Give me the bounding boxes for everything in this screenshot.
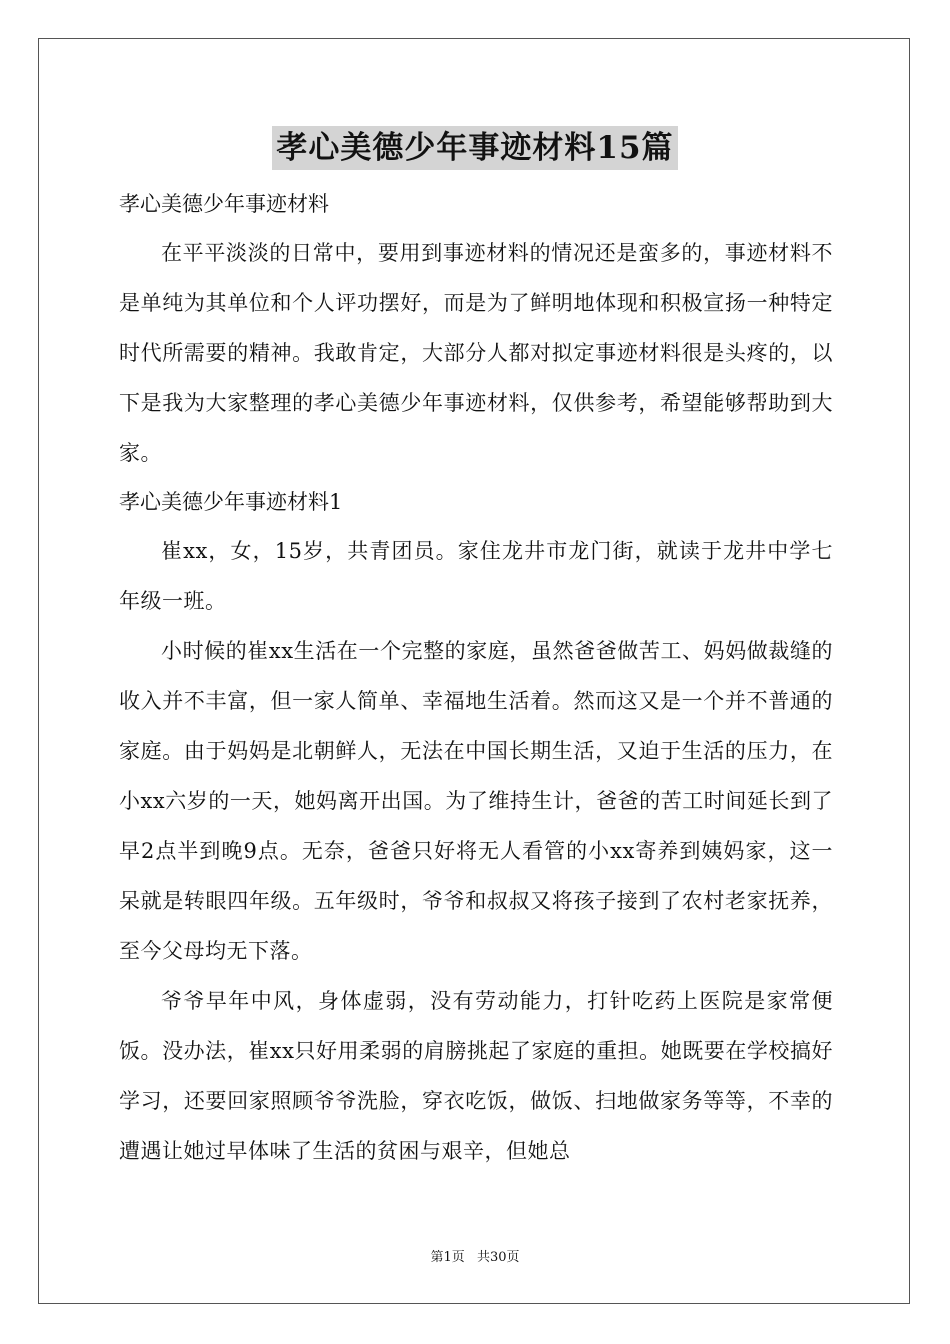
page-footer bbox=[0, 1246, 950, 1265]
page-number: 第1页 bbox=[430, 1250, 465, 1265]
section-heading-1: 孝心美德少年事迹材料1 bbox=[119, 490, 343, 514]
page-total: 共30页 bbox=[476, 1250, 520, 1265]
paragraph: 崔xx，女，15岁，共青团员。家住龙井市龙门街，就读于龙井中学七年级一班。 bbox=[119, 539, 833, 613]
document-body bbox=[119, 180, 833, 1176]
document-title: 孝心美德少年事迹材料15篇 bbox=[272, 126, 677, 170]
paragraph: 爷爷早年中风，身体虚弱，没有劳动能力，打针吃药上医院是家常便饭。没办法，崔xx只好用柔弱的肩膀挑起了家庭的重担。她既要在学校搞好学习，还要回家照顾爷爷洗脸，穿衣吃饭，做饭、扫地做家务等等，不幸的遭遇让她过早体味了生活的贫困与艰辛，但她总 bbox=[119, 989, 833, 1163]
section-heading-intro: 孝心美德少年事迹材料 bbox=[119, 192, 329, 216]
paragraph: 小时候的崔xx生活在一个完整的家庭，虽然爸爸做苦工、妈妈做裁缝的收入并不丰富，但一家人简单、幸福地生活着。然而这又是一个并不普通的家庭。由于妈妈是北朝鲜人，无法在中国长期生活，又迫于生活的压力，在小xx六岁的一天，她妈离开出国。为了维持生计，爸爸的苦工时间延长到了早2点半到晚9点。无奈，爸爸只好将无人看管的小xx寄养到姨妈家，这一呆就是转眼四年级。五年级时，爷爷和叔叔又将孩子接到了农村老家抚养，至今父母均无下落。 bbox=[119, 639, 833, 963]
title-container bbox=[0, 126, 950, 170]
intro-paragraph: 在平平淡淡的日常中，要用到事迹材料的情况还是蛮多的，事迹材料不是单纯为其单位和个人评功摆好，而是为了鲜明地体现和积极宣扬一种特定时代所需要的精神。我敢肯定，大部分人都对拟定事迹材料很是头疼的，以下是我为大家整理的孝心美德少年事迹材料，仅供参考，希望能够帮助到大家。 bbox=[119, 241, 833, 465]
